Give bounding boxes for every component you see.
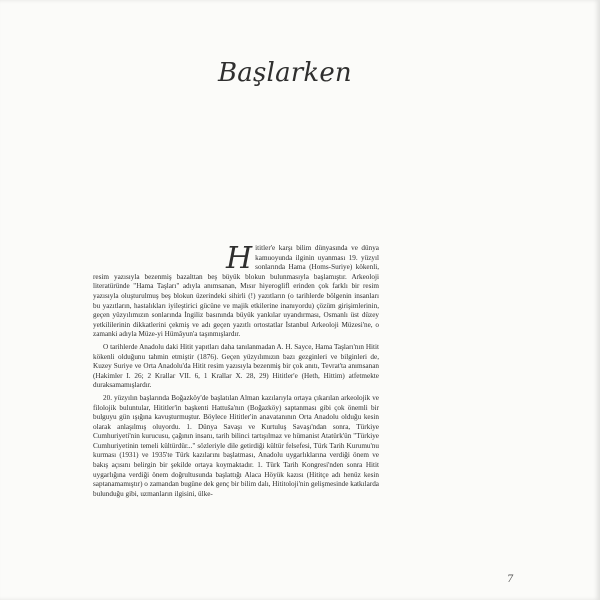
paragraph-1	[93, 241, 379, 340]
paragraph-2: O tarihlerde Anadolu daki Hitit yapıtları daha tanılanmadan A. H. Sayce, Hama Taşları'nın Hitit kökenli olduğunu tahmin etmiştir (1876). Geçen yüzyılımızın bazı gezginleri ve bilginleri de, Kuzey Suriye ve Orta Anadolu'da Hitit resim yazısıyla bezenmiş bir çok anıtı, Tevrat'ta anımsanan (Hakimler I. 26; 2 Krallar VII. 6, 1 Krallar X. 28, 29) Hititler'e (Heth, Hittim) atfetmekte duraksamamışlardır.	[93, 342, 379, 390]
paragraph-3: 20. yüzyılın başlarında Boğazköy'de başlatılan Alman kazılarıyla ortaya çıkarılan arkeolojik ve filolojik buluntular, Hititler'in başkenti Hattuša'nın (Boğazköy) saptanması gibi çok önemli bir bulguyu gün ışığına kavuşturmuştur. Böylece Hititler'in anavatanının Orta Anadolu olduğu kesin olarak anlaşılmış oluyordu. 1. Dünya Savaşı ve Kurtuluş Savaşı'ndan sonra, Türkiye Cumhuriyeti'nin kurucusu, çağının insanı, tarih bilinci tartışılmaz ve hümanist Atatürk'ün "Türkiye Cumhuriyetinin temeli kültürdür..." sözleriyle dile getirdiği kültür felsefesi, Türk Tarih Kurumu'nu kurması (1931) ve 1935'te Türk kazılarını başlatması, Anadolu uygarlıklarına verdiği önem ve bakış açısını belirgin bir şekilde ortaya koymaktadır. 1. Türk Tarih Kongresi'nden sonra Hitit uygarlığına verdiği önem doğrultusunda başlattığı Alaca Höyük kazısı (Hititçe adı henüz kesin saptanamamıştır) o zamandan bugüne dek genç bir bilim dalı, Hititoloji'nin gelişmesinde katkılarda bulunduğu gibi, uzmanların ilgisini, ülke-	[93, 393, 379, 498]
drop-cap: H	[226, 241, 253, 276]
page-number: 7	[507, 574, 514, 585]
chapter-title: Başlarken	[218, 58, 352, 88]
paragraph-1-text: ititler'e karşı bilim dünyasında ve dünya kamuoyunda ilginin uyanması 19. yüzyıl sonlarında Hama (Homs-Suriye) kökenli, resim yazısıyla bezenmiş bazalttan beş büyük blokun bulunmasıyla başlamıştır. Arkeoloji literatüründe "Hama Taşları" adıyla anımsanan, Mısır hiyeroglifl erinden çok farklı bir resim yazısıyla oluşturulmuş beş blokun üzerindeki sihirli (!) yazıtların (o tarihlerde bölgenin insanları bu yazıtların, hastalıkları iyileştirici gücüne ve majik etkilerine inanıyordu) çözüm girişimlerinin, geçen yüzyılımızın sonlarında İngiliz basınında büyük yankılar uyandırması, Osmanlı üst düzey yetkililerinin dikkatlerini çekmiş ve adı geçen yazıtlı ortostatlar İstanbul Arkeoloji Müzesi'ne, o zamanki adıyla Müze-yi Hümâyun'a taşınmışlardır.	[93, 244, 379, 339]
body-text	[93, 241, 379, 502]
